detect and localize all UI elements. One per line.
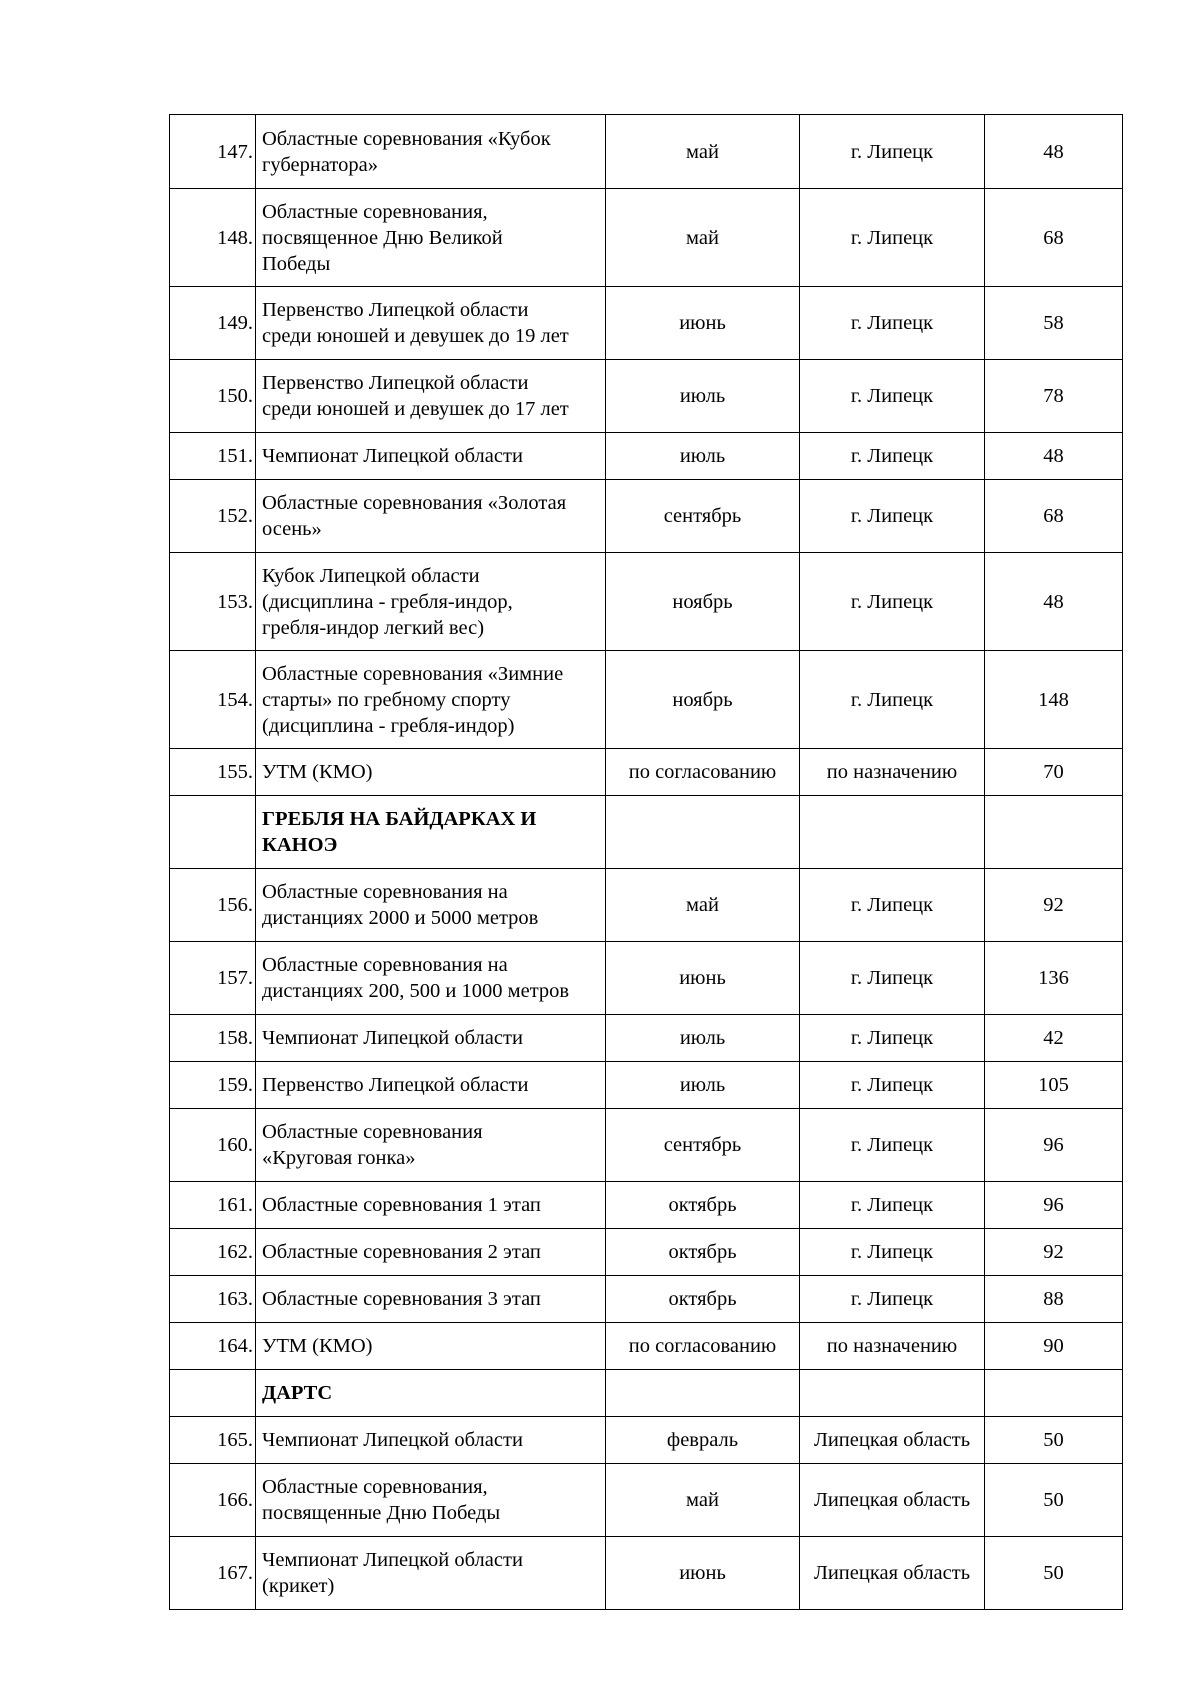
event-name — [256, 1015, 606, 1062]
event-name — [256, 287, 606, 360]
row-number: 159. — [170, 1062, 256, 1109]
participant-count: 92 — [985, 1229, 1123, 1276]
event-name — [256, 651, 606, 749]
event-place: г. Липецк — [800, 651, 985, 749]
table-row — [170, 1182, 1123, 1229]
event-name-line: (крикет) — [262, 1575, 335, 1597]
event-name-line: Областные соревнования на — [262, 954, 508, 976]
event-month: октябрь — [606, 1182, 800, 1229]
table-row — [170, 651, 1123, 749]
event-place — [800, 1370, 985, 1417]
event-month — [606, 796, 800, 869]
event-name-line: дистанциях 200, 500 и 1000 метров — [262, 980, 570, 1002]
event-month: июль — [606, 1015, 800, 1062]
event-name — [256, 433, 606, 480]
event-place: Липецкая область — [800, 1537, 985, 1610]
row-number: 162. — [170, 1229, 256, 1276]
row-number: 155. — [170, 749, 256, 796]
event-name — [256, 189, 606, 287]
event-name-line: (дисциплина - гребля-индор, — [262, 590, 513, 613]
section-header-row — [170, 796, 1123, 869]
participant-count: 48 — [985, 115, 1123, 189]
participant-count: 92 — [985, 869, 1123, 942]
row-number: 160. — [170, 1109, 256, 1182]
participant-count: 105 — [985, 1062, 1123, 1109]
row-number — [170, 1370, 256, 1417]
event-month: по согласованию — [606, 749, 800, 796]
event-name-line: посвященное Дню Великой — [262, 226, 503, 249]
row-number: 166. — [170, 1464, 256, 1537]
event-name — [256, 1062, 606, 1109]
participant-count: 58 — [985, 287, 1123, 360]
event-name-line: старты» по гребному спорту — [262, 688, 511, 711]
event-name-line: Областные соревнования 3 этап — [262, 1288, 541, 1310]
event-name — [256, 480, 606, 553]
row-number: 167. — [170, 1537, 256, 1610]
event-place: г. Липецк — [800, 115, 985, 189]
event-place: г. Липецк — [800, 1276, 985, 1323]
table-row — [170, 1464, 1123, 1537]
event-name-line: Областные соревнования на — [262, 881, 508, 903]
event-place: г. Липецк — [800, 553, 985, 651]
participant-count: 42 — [985, 1015, 1123, 1062]
event-place: г. Липецк — [800, 287, 985, 360]
event-name — [256, 1276, 606, 1323]
participant-count: 96 — [985, 1182, 1123, 1229]
event-name-line: Областные соревнования «Зимние — [262, 662, 564, 685]
table-row — [170, 1537, 1123, 1610]
event-name-line: Чемпионат Липецкой области — [262, 1429, 523, 1451]
event-name — [256, 1229, 606, 1276]
event-name-line: среди юношей и девушек до 19 лет — [262, 325, 569, 347]
event-place: г. Липецк — [800, 1182, 985, 1229]
participant-count: 68 — [985, 189, 1123, 287]
event-name-line: дистанциях 2000 и 5000 метров — [262, 907, 539, 929]
row-number: 148. — [170, 189, 256, 287]
section-header-row — [170, 1370, 1123, 1417]
participant-count: 48 — [985, 553, 1123, 651]
event-name-line: Кубок Липецкой области — [262, 564, 480, 587]
event-name-line: гребля-индор легкий вес) — [262, 616, 485, 639]
row-number: 152. — [170, 480, 256, 553]
participant-count: 148 — [985, 651, 1123, 749]
event-name — [256, 553, 606, 651]
event-name-line: Областные соревнования «Кубок — [262, 127, 551, 150]
event-month: по согласованию — [606, 1323, 800, 1370]
event-name — [256, 360, 606, 433]
event-name-line: Чемпионат Липецкой области — [262, 1549, 523, 1571]
table-row — [170, 189, 1123, 287]
event-month: май — [606, 189, 800, 287]
event-name-line: Первенство Липецкой области — [262, 1074, 529, 1096]
event-month: июль — [606, 433, 800, 480]
table-row — [170, 1229, 1123, 1276]
event-place: г. Липецк — [800, 360, 985, 433]
table-row — [170, 1323, 1123, 1370]
participant-count: 78 — [985, 360, 1123, 433]
event-name-line: УТМ (КМО) — [262, 761, 373, 783]
participant-count: 70 — [985, 749, 1123, 796]
participant-count: 96 — [985, 1109, 1123, 1182]
event-name-line: среди юношей и девушек до 17 лет — [262, 398, 569, 420]
table-row — [170, 942, 1123, 1015]
event-name-line: Областные соревнования «Золотая — [262, 492, 567, 514]
event-name — [256, 1109, 606, 1182]
event-place: г. Липецк — [800, 1015, 985, 1062]
event-place: по назначению — [800, 749, 985, 796]
event-name-line: Областные соревнования — [262, 1121, 483, 1143]
event-place: Липецкая область — [800, 1417, 985, 1464]
table-row — [170, 553, 1123, 651]
event-name-line: Победы — [262, 252, 331, 275]
row-number: 153. — [170, 553, 256, 651]
participant-count: 50 — [985, 1464, 1123, 1537]
participant-count: 50 — [985, 1417, 1123, 1464]
table-row — [170, 115, 1123, 189]
event-name-line: губернатора» — [262, 153, 378, 176]
event-name-line: Областные соревнования 2 этап — [262, 1241, 541, 1263]
event-month: июль — [606, 1062, 800, 1109]
event-name — [256, 869, 606, 942]
event-name-line: Первенство Липецкой области — [262, 372, 529, 394]
event-name-line: Областные соревнования 1 этап — [262, 1194, 541, 1216]
participant-count: 50 — [985, 1537, 1123, 1610]
event-name-line: Областные соревнования, — [262, 200, 488, 223]
row-number: 157. — [170, 942, 256, 1015]
event-month: сентябрь — [606, 1109, 800, 1182]
event-name — [256, 1323, 606, 1370]
event-place: г. Липецк — [800, 433, 985, 480]
table-row — [170, 480, 1123, 553]
participant-count: 68 — [985, 480, 1123, 553]
table-row — [170, 1109, 1123, 1182]
event-name — [256, 1537, 606, 1610]
event-name-line: ДАРТС — [262, 1382, 333, 1404]
event-month: май — [606, 1464, 800, 1537]
table-row — [170, 869, 1123, 942]
event-month: октябрь — [606, 1229, 800, 1276]
event-name — [256, 1182, 606, 1229]
event-place: по назначению — [800, 1323, 985, 1370]
event-name — [256, 1417, 606, 1464]
event-name — [256, 749, 606, 796]
event-month: май — [606, 869, 800, 942]
row-number: 158. — [170, 1015, 256, 1062]
table-row — [170, 360, 1123, 433]
event-name — [256, 115, 606, 189]
event-name-line: Чемпионат Липецкой области — [262, 445, 523, 467]
event-name-line: (дисциплина - гребля-индор) — [262, 714, 515, 737]
row-number — [170, 796, 256, 869]
event-place: г. Липецк — [800, 189, 985, 287]
table-row — [170, 749, 1123, 796]
event-place: г. Липецк — [800, 480, 985, 553]
event-name-line: посвященные Дню Победы — [262, 1502, 501, 1524]
row-number: 165. — [170, 1417, 256, 1464]
events-table-body — [170, 115, 1123, 1610]
section-title — [256, 1370, 606, 1417]
event-month: сентябрь — [606, 480, 800, 553]
participant-count: 88 — [985, 1276, 1123, 1323]
row-number: 150. — [170, 360, 256, 433]
event-month: ноябрь — [606, 553, 800, 651]
event-name-line: осень» — [262, 518, 322, 540]
event-month: июнь — [606, 287, 800, 360]
row-number: 147. — [170, 115, 256, 189]
event-name-line: Первенство Липецкой области — [262, 299, 529, 321]
event-month: июль — [606, 360, 800, 433]
event-place: Липецкая область — [800, 1464, 985, 1537]
table-row — [170, 1417, 1123, 1464]
table-row — [170, 1062, 1123, 1109]
event-place: г. Липецк — [800, 1062, 985, 1109]
event-place: г. Липецк — [800, 869, 985, 942]
events-table — [169, 114, 1123, 1610]
event-month: июнь — [606, 942, 800, 1015]
event-name-line: КАНОЭ — [262, 834, 338, 856]
participant-count — [985, 796, 1123, 869]
event-name-line: «Круговая гонка» — [262, 1147, 416, 1169]
event-place — [800, 796, 985, 869]
event-month: октябрь — [606, 1276, 800, 1323]
event-name — [256, 942, 606, 1015]
event-place: г. Липецк — [800, 942, 985, 1015]
participant-count: 136 — [985, 942, 1123, 1015]
participant-count — [985, 1370, 1123, 1417]
event-month: ноябрь — [606, 651, 800, 749]
participant-count: 90 — [985, 1323, 1123, 1370]
row-number: 151. — [170, 433, 256, 480]
row-number: 156. — [170, 869, 256, 942]
event-month: май — [606, 115, 800, 189]
event-name-line: Областные соревнования, — [262, 1476, 488, 1498]
table-row — [170, 1276, 1123, 1323]
event-name-line: Чемпионат Липецкой области — [262, 1027, 523, 1049]
event-name — [256, 1464, 606, 1537]
section-title — [256, 796, 606, 869]
table-row — [170, 1015, 1123, 1062]
event-month — [606, 1370, 800, 1417]
row-number: 149. — [170, 287, 256, 360]
event-month: февраль — [606, 1417, 800, 1464]
participant-count: 48 — [985, 433, 1123, 480]
row-number: 164. — [170, 1323, 256, 1370]
event-place: г. Липецк — [800, 1109, 985, 1182]
event-name-line: УТМ (КМО) — [262, 1335, 373, 1357]
event-month: июнь — [606, 1537, 800, 1610]
table-row — [170, 433, 1123, 480]
table-row — [170, 287, 1123, 360]
row-number: 154. — [170, 651, 256, 749]
row-number: 161. — [170, 1182, 256, 1229]
row-number: 163. — [170, 1276, 256, 1323]
event-place: г. Липецк — [800, 1229, 985, 1276]
event-name-line: ГРЕБЛЯ НА БАЙДАРКАХ И — [262, 808, 537, 830]
